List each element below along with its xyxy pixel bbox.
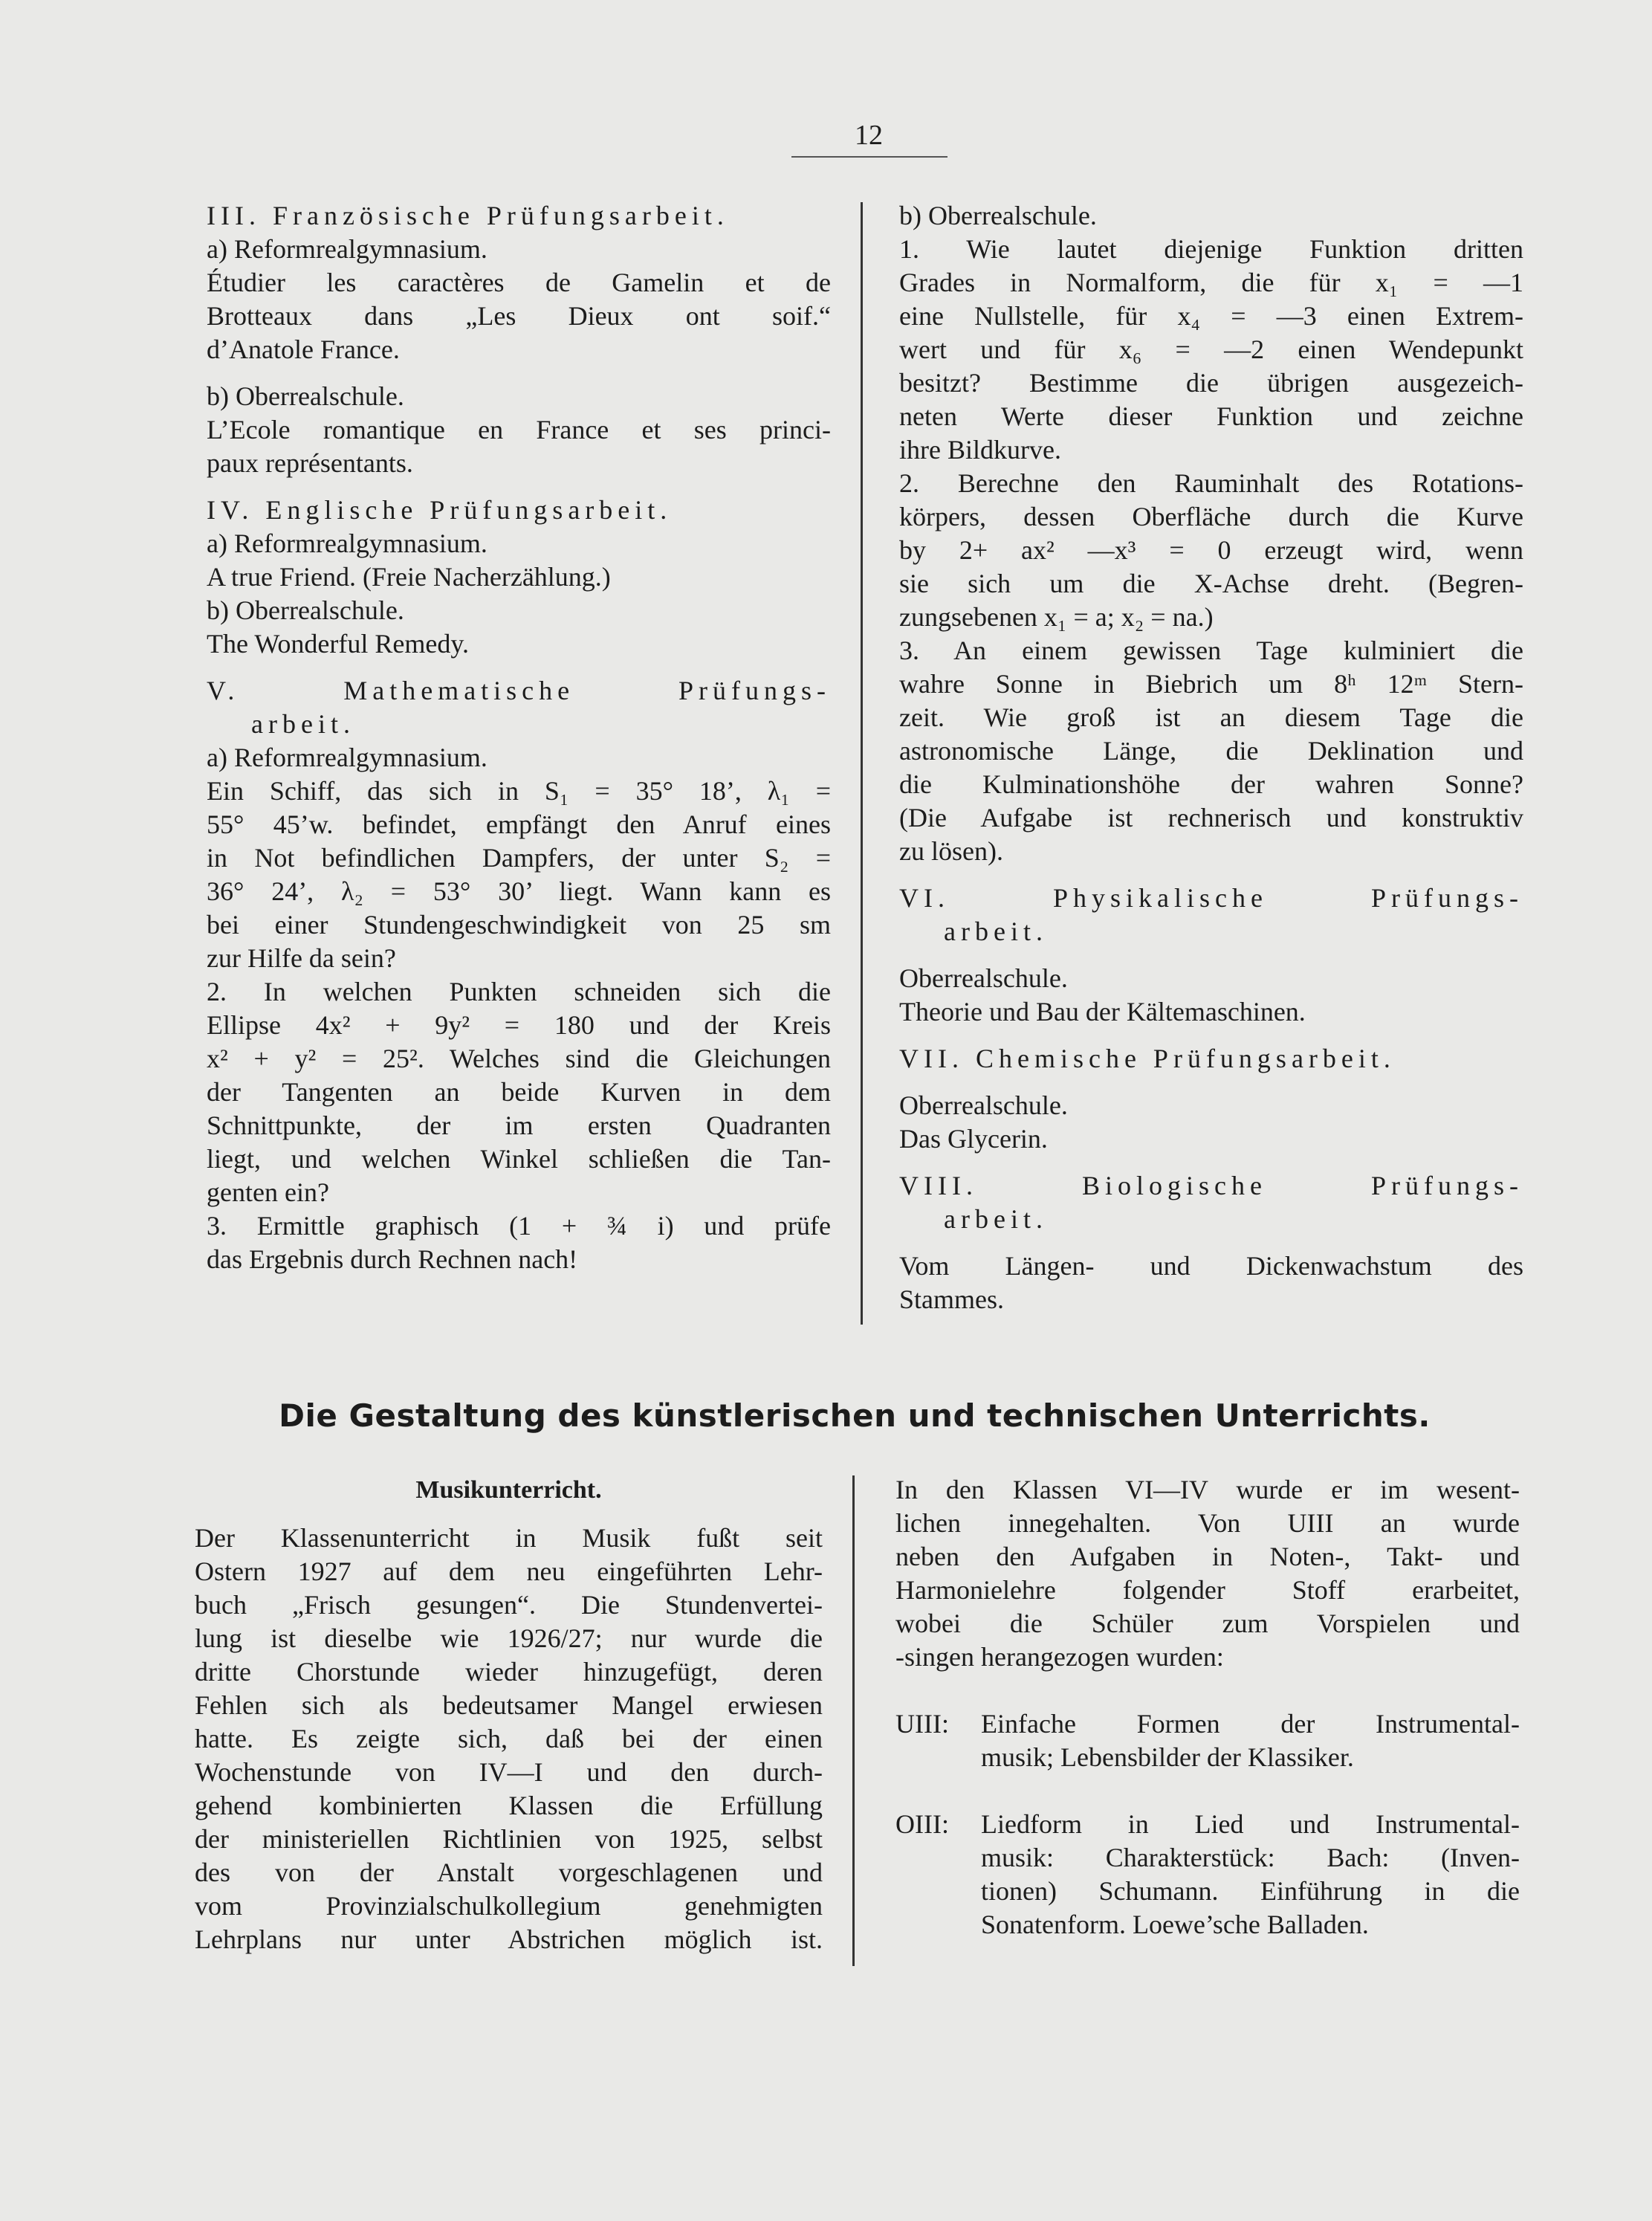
text-line: Brotteaux dans „Les Dieux ont soif.“ (207, 301, 831, 331)
text-line: arbeit. (944, 1204, 1048, 1234)
text-line: Vom Längen- und Dickenwachstum des (899, 1251, 1523, 1281)
music-paragraph-right (895, 1473, 1520, 1674)
column-divider (861, 202, 863, 1325)
text-line: dritte Chorstunde wieder hinzugefügt, deren (195, 1657, 823, 1687)
text-line: b) Oberrealschule. (899, 201, 1097, 230)
text-line: hatte. Es zeigte sich, daß bei der einen (195, 1724, 823, 1753)
text-line: VIII. Biologische Prüfungs- (899, 1171, 1523, 1200)
text-line: Harmonielehre folgender Stoff erarbeitet, (895, 1575, 1520, 1605)
text-line: -singen herangezogen wurden: (895, 1642, 1224, 1672)
page-number-rule (791, 156, 948, 158)
paragraph-gap (895, 1674, 1520, 1707)
text-line: Fehlen sich als bedeutsamer Mangel erwiesen (195, 1690, 823, 1720)
text-line: musik: Charakterstück: Bach: (Inven- (981, 1843, 1520, 1872)
music-class-label: UIII: (895, 1709, 949, 1739)
text-line: eine Nullstelle, für x₄ = —3 einen Extrem- (899, 301, 1523, 331)
music-class-text (981, 1808, 1520, 1942)
text-line: b) Oberrealschule. (207, 381, 404, 411)
text-line: Oberrealschule. (899, 1090, 1068, 1120)
text-line: astronomische Länge, die Deklination und (899, 736, 1523, 766)
text-line: wobei die Schüler zum Vorspielen und (895, 1609, 1520, 1638)
music-class-list (895, 1674, 1520, 1942)
text-line: lichen innegehalten. Von UIII an wurde (895, 1508, 1520, 1538)
text-line: arbeit. (251, 709, 355, 739)
text-line: Einfache Formen der Instrumental- (981, 1709, 1520, 1739)
music-paragraph-left (195, 1522, 823, 1956)
text-line: IV. Englische Prüfungsarbeit. (207, 495, 673, 525)
text-line: die Kulminationshöhe der wahren Sonne? (899, 769, 1523, 799)
music-class-label: OIII: (895, 1809, 949, 1839)
text-line: (Die Aufgabe ist rechnerisch und konstruktiv (899, 803, 1523, 833)
text-line: buch „Frisch gesungen“. Die Stundenvertei- (195, 1590, 823, 1620)
text-line: 2. Berechne den Rauminhalt des Rotations- (899, 468, 1523, 498)
text-line: sie sich um die X-Achse dreht. (Begren- (899, 569, 1523, 598)
text-line: by 2+ ax² —x³ = 0 erzeugt wird, wenn (899, 535, 1523, 565)
text-line: b) Oberrealschule. (207, 595, 404, 625)
page-number: 12 (855, 120, 883, 151)
text-line: a) Reformrealgymnasium. (207, 234, 487, 264)
text-line: Étudier les caractères de Gamelin et de (207, 268, 831, 297)
text-line: genten ein? (207, 1177, 329, 1207)
text-line: III. Französische Prüfungsarbeit. (207, 201, 729, 230)
text-line: Ellipse 4x² + 9y² = 180 und der Kreis (207, 1010, 831, 1040)
text-line: neten Werte dieser Funktion und zeichne (899, 401, 1523, 431)
text-line: Stammes. (899, 1284, 1004, 1314)
text-line: 2. In welchen Punkten schneiden sich die (207, 977, 831, 1006)
text-line: zur Hilfe da sein? (207, 943, 396, 973)
paragraph-gap (207, 480, 831, 494)
text-line: Ostern 1927 auf dem neu eingeführten Lehr- (195, 1556, 823, 1586)
text-line: Ein Schiff, das sich in S₁ = 35° 18’, λ₁ = (207, 776, 831, 806)
music-class-text (981, 1707, 1520, 1774)
paragraph-gap (899, 1236, 1523, 1249)
text-line: der Tangenten an beide Kurven in dem (207, 1077, 831, 1107)
text-line: gehend kombinierten Klassen die Erfüllung (195, 1791, 823, 1820)
text-line: 55° 45’w. befindet, empfängt den Anruf eines (207, 809, 831, 839)
text-line: a) Reformrealgymnasium. (207, 528, 487, 558)
text-line: V. Mathematische Prüfungs- (207, 676, 831, 705)
text-line: das Ergebnis durch Rechnen nach! (207, 1244, 578, 1274)
left-column-music (195, 1473, 823, 1956)
text-line: zungsebenen x₁ = a; x₂ = na.) (899, 602, 1214, 632)
text-line: Schnittpunkte, der im ersten Quadranten (207, 1110, 831, 1140)
text-line: Wochenstunde von IV—I und den durch- (195, 1757, 823, 1787)
text-line: Der Klassenunterricht in Musik fußt seit (195, 1523, 823, 1553)
text-line: besitzt? Bestimme die übrigen ausgezeich- (899, 368, 1523, 398)
text-line: In den Klassen VI—IV wurde er im wesent- (895, 1475, 1520, 1504)
text-line: körpers, dessen Oberfläche durch die Kurve (899, 502, 1523, 531)
text-line: zeit. Wie groß ist an diesem Tage die (899, 702, 1523, 732)
paragraph-gap (899, 948, 1523, 962)
text-line: Sonatenform. Loewe’sche Balladen. (981, 1910, 1369, 1939)
text-line: Lehrplans nur unter Abstrichen möglich ist. (195, 1924, 823, 1954)
text-line: tionen) Schumann. Einführung in die (981, 1876, 1520, 1906)
paragraph-gap (899, 868, 1523, 882)
text-line: Grades in Normalform, die für x₁ = —1 (899, 268, 1523, 297)
text-line: des von der Anstalt vorgeschlagenen und (195, 1858, 823, 1887)
text-line: arbeit. (944, 916, 1048, 946)
text-line: x² + y² = 25². Welches sind die Gleichungen (207, 1044, 831, 1073)
text-line: Das Glycerin. (899, 1124, 1048, 1154)
text-line: 3. An einem gewissen Tage kulminiert die (899, 636, 1523, 665)
text-line: a) Reformrealgymnasium. (207, 743, 487, 772)
paragraph-gap (899, 1076, 1523, 1089)
text-line: L’Ecole romantique en France et ses princi- (207, 415, 831, 444)
text-line: Oberrealschule. (899, 963, 1068, 993)
text-line: 1. Wie lautet diejenige Funktion dritten (899, 234, 1523, 264)
text-line: der ministeriellen Richtlinien von 1925, selbst (195, 1824, 823, 1854)
text-line: VII. Chemische Prüfungsarbeit. (899, 1044, 1396, 1073)
paragraph-gap (207, 366, 831, 380)
text-line: VI. Physikalische Prüfungs- (899, 883, 1523, 913)
text-line: 36° 24’, λ₂ = 53° 30’ liegt. Wann kann es (207, 876, 831, 906)
text-line: zu lösen). (899, 836, 1003, 866)
text-line: wahre Sonne in Biebrich um 8ʰ 12ᵐ Stern- (899, 669, 1523, 699)
text-line: paux représentants. (207, 448, 413, 478)
paragraph-gap (895, 1774, 1520, 1808)
text-line: A true Friend. (Freie Nacherzählung.) (207, 562, 611, 592)
text-line: neben den Aufgaben in Noten-, Takt- und (895, 1542, 1520, 1571)
text-line: bei einer Stundengeschwindigkeit von 25 sm (207, 910, 831, 940)
right-column-music (895, 1473, 1520, 1942)
section-heading: Die Gestaltung des künstlerischen und technischen Unterrichts. (279, 1397, 1431, 1434)
paragraph-gap (899, 1156, 1523, 1169)
left-column-exams (207, 199, 831, 1276)
text-line: vom Provinzialschulkollegium genehmigten (195, 1891, 823, 1921)
music-subheading: Musikunterricht. (415, 1476, 602, 1504)
text-line: liegt, und welchen Winkel schließen die Tan- (207, 1144, 831, 1174)
text-line: lung ist dieselbe wie 1926/27; nur wurde die (195, 1623, 823, 1653)
text-line: Liedform in Lied und Instrumental- (981, 1809, 1520, 1839)
music-class-item (895, 1707, 1520, 1774)
paragraph-gap (899, 1029, 1523, 1042)
column-divider-bottom (852, 1475, 855, 1966)
text-line: musik; Lebensbilder der Klassiker. (981, 1742, 1354, 1772)
music-class-item (895, 1808, 1520, 1942)
text-line: d’Anatole France. (207, 334, 400, 364)
text-line: Theorie und Bau der Kältemaschinen. (899, 997, 1306, 1027)
text-line: ihre Bildkurve. (899, 435, 1061, 465)
paragraph-gap (207, 661, 831, 674)
text-line: The Wonderful Remedy. (207, 629, 470, 659)
text-line: wert und für x₆ = —2 einen Wendepunkt (899, 334, 1523, 364)
right-column-exams (899, 199, 1523, 1316)
text-line: in Not befindlichen Dampfers, der unter S₂ = (207, 843, 831, 873)
text-line: 3. Ermittle graphisch (1 + ¾ i) und prüfe (207, 1211, 831, 1241)
